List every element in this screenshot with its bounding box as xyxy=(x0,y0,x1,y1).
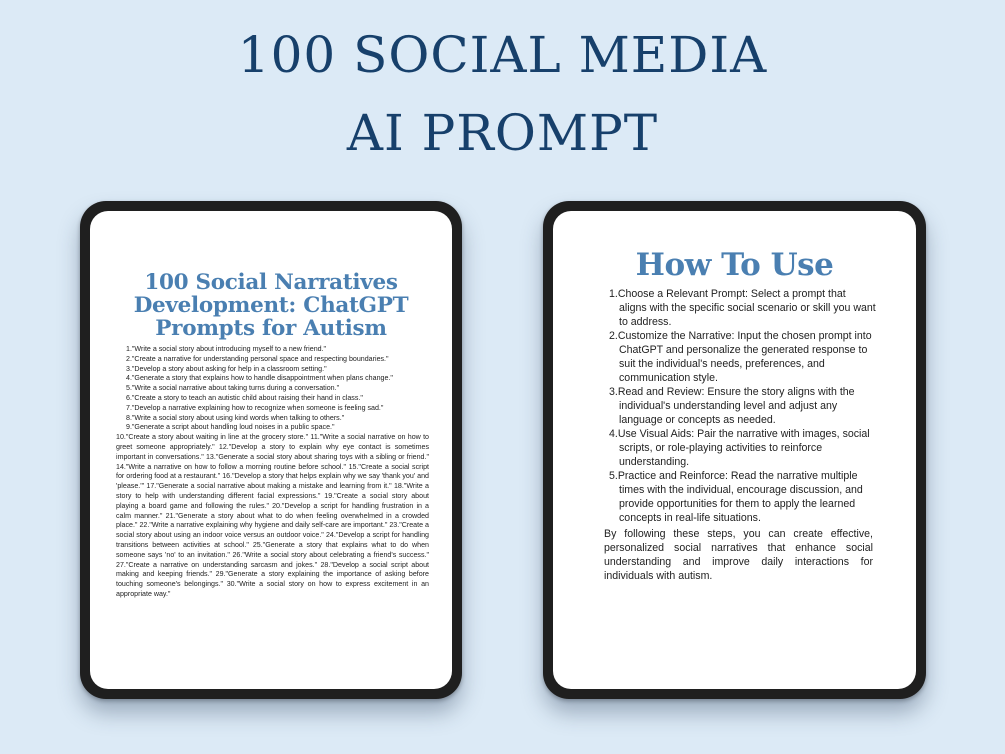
step-item: 2.Customize the Narrative: Input the chosen prompt into ChatGPT and personalize the generated response to suit the individual's needs, preferences, and communication style. xyxy=(609,330,872,384)
prompt-item: 8."Write a social story about using kind words when talking to others." xyxy=(126,413,345,422)
prompt-item: 5."Write a social narrative about taking turns during a conversation." xyxy=(126,384,340,393)
left-tablet xyxy=(80,201,462,699)
step-item: 5.Practice and Reinforce: Read the narrative multiple times with the individual, encourage discussion, and provide opportunities for them to apply the learned concepts in real-life situations. xyxy=(609,470,863,524)
left-tablet-screen xyxy=(90,211,452,689)
headline-line-2: AI PROMPT xyxy=(346,104,659,162)
closing-paragraph: By following these steps, you can create effective, personalized social narratives that enhance social understanding and improve daily interactions for individuals with autism. xyxy=(604,528,873,582)
prompt-list xyxy=(116,345,429,600)
right-tablet xyxy=(543,201,926,699)
prompt-item: 1."Write a social story about introducing myself to a new friend." xyxy=(126,345,327,353)
steps-list xyxy=(603,287,876,525)
step-item: 4.Use Visual Aids: Pair the narrative with images, social scripts, or role-playing activities to reinforce understanding. xyxy=(609,428,870,468)
prompt-item: 7."Develop a narrative explaining how to recognize when someone is feeling sad." xyxy=(126,403,384,412)
document-title: 100 Social Narratives Development: ChatGPT Prompts for Autism xyxy=(133,270,409,341)
step-item: 3.Read and Review: Ensure the story aligns with the individual's understanding level and adjust any language or concepts as needed. xyxy=(609,386,855,426)
prompt-paragraph: 10."Create a story about waiting in line at the grocery store." 11."Write a social narrative on how to greet someone appropriately." 12."Develop a story to explain why eye contact is sometimes important in conversations." 13."Generate a social story about sharing toys with a sibling or friend." 14."Write a narrative on how to follow a morning routine before school." 15."Create a social script for ordering food at a restaurant." 16."Develop a story that helps explain why we say 'thank you' and 'please.'" 17."Generate a social narrative about making a mistake and learning from it." 18."Write a story to help with understanding different facial expressions." 19."Create a social story about playing a board game and following the rules." 20."Develop a script for handling frustration in a calm manner." 21."Generate a story about what to do when feeling overwhelmed in a crowded place." 22."Write a narrative explaining why hygiene and daily self-care are important." 23."Create a social story about using an indoor voice versus an outdoor voice." 24."Develop a script for handling transitions between activities at school." 25."Generate a story that explains what to do when someone says 'no' to an invitation." 26."Write a social story about celebrating a friend's success." 27."Create a narrative on understanding sarcasm and jokes." 28."Develop a social script about making and keeping friends." 29."Generate a story explaining the importance of asking before touching someone's belongings." 30."Write a social story on how to express excitement in an appropriate way." xyxy=(116,433,429,598)
prompt-item: 2."Create a narrative for understanding personal space and respecting boundaries." xyxy=(126,354,389,363)
step-item: 1.Choose a Relevant Prompt: Select a prompt that aligns with the specific social scenario or skill you want to address. xyxy=(609,288,876,328)
headline-line-1: 100 SOCIAL MEDIA xyxy=(237,26,768,84)
how-to-use-title: How To Use xyxy=(635,247,834,283)
prompt-item: 9."Generate a script about handling loud noises in a public space." xyxy=(126,423,335,432)
right-tablet-screen xyxy=(553,211,916,689)
prompt-item: 6."Create a story to teach an autistic child about raising their hand in class." xyxy=(126,393,363,402)
prompt-item: 4."Generate a story that explains how to handle disappointment when plans change." xyxy=(126,374,393,383)
prompt-item: 3."Develop a story about asking for help in a classroom setting." xyxy=(126,364,327,373)
